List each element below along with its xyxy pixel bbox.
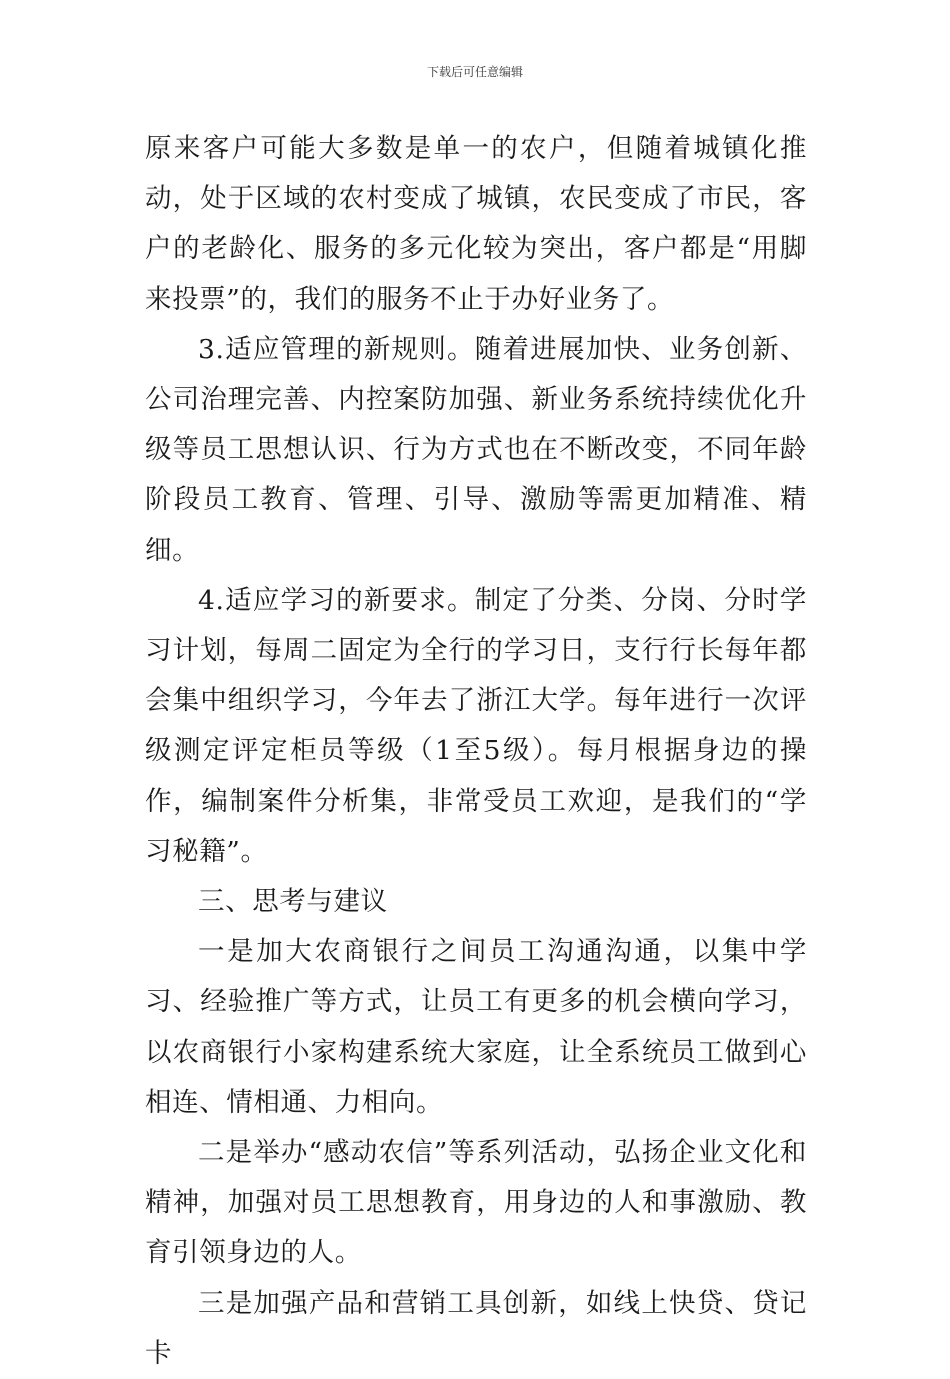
paragraph-management-rules: 3.适应管理的新规则。随着进展加快、业务创新、公司治理完善、内控案防加强、新业务系统持续优化升级等员工思想认识、行为方式也在不断改变，不同年龄阶段员工教育、管理、引导、激励等需更加精准、精细。 [145,333,807,566]
paragraph-learning-requirements: 4.适应学习的新要求。制定了分类、分岗、分时学习计划，每周二固定为全行的学习日，支行行长每年都会集中组织学习，今年去了浙江大学。每年进行一次评级测定评定柜员等级（1至5级）。每月根据身边的操作，编制案件分析集，非常受员工欢迎，是我们的“学习秘籍”。 [145,584,807,867]
page-header: 下载后可任意编辑 [426,65,523,79]
paragraph-suggestion-three: 三是加强产品和营销工具创新，如线上快贷、贷记卡 [145,1287,807,1369]
paragraph-customers: 原来客户可能大多数是单一的农户，但随着城镇化推动，处于区域的农村变成了城镇，农民变成了市民，客户的老龄化、服务的多元化较为突出，客户都是“用脚来投票”的，我们的服务不止于办好业务了。 [145,133,807,315]
section-heading-suggestions: 三、思考与建议 [198,886,388,918]
paragraph-suggestion-one: 一是加大农商银行之间员工沟通沟通，以集中学习、经验推广等方式，让员工有更多的机会横向学习，以农商银行小家构建系统大家庭，让全系统员工做到心相连、情相通、力相向。 [145,936,807,1118]
document-body [145,124,807,1379]
paragraph-suggestion-two: 二是举办“感动农信”等系列活动，弘扬企业文化和精神，加强对员工思想教育，用身边的人和事激励、教育引领身边的人。 [145,1137,807,1269]
